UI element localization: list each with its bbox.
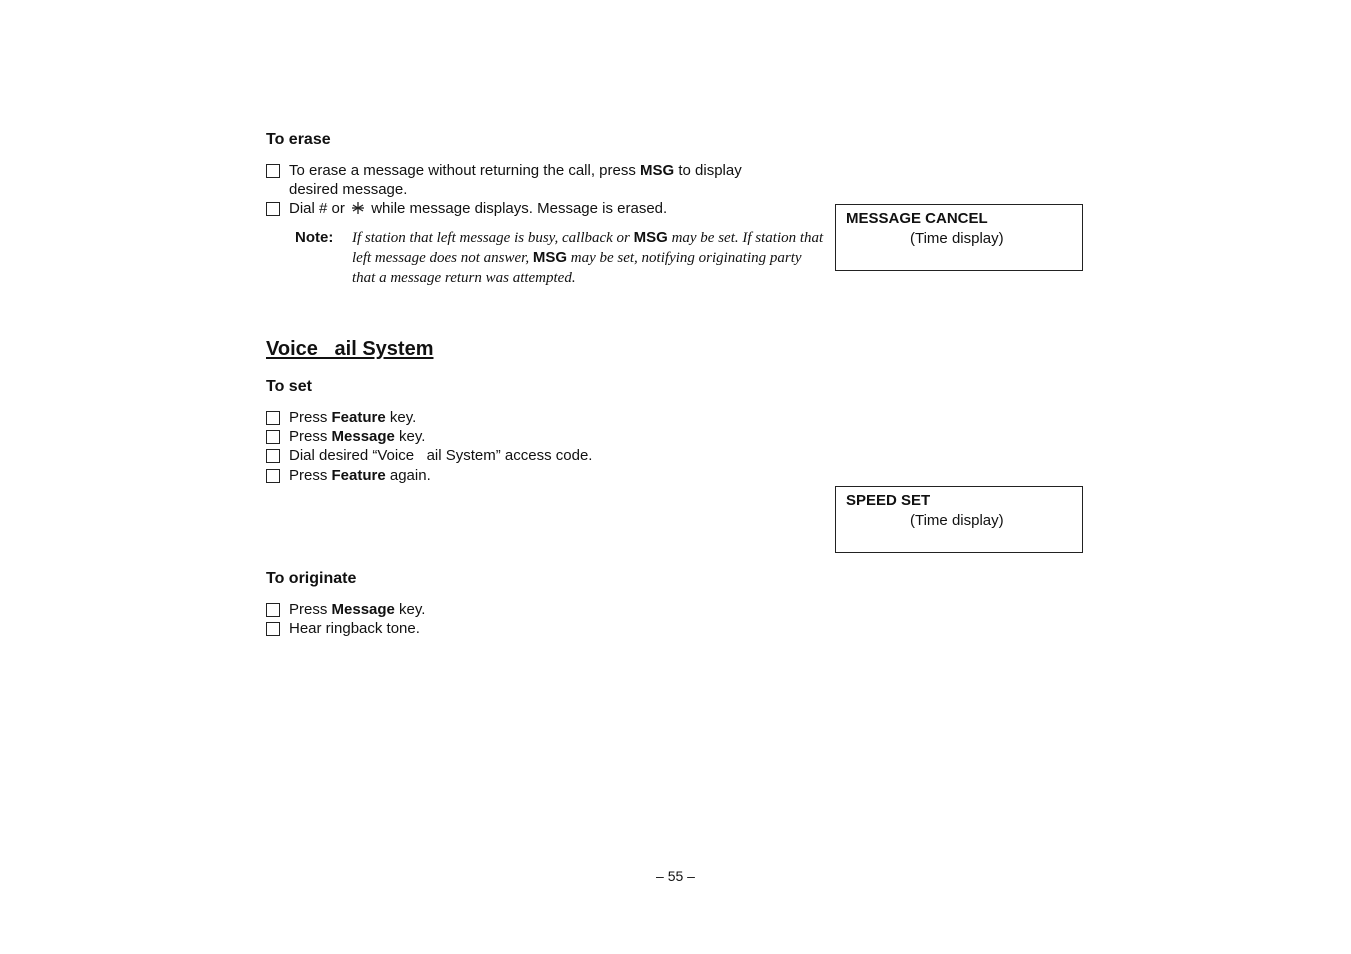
step-checkbox [266,469,280,483]
display-subtitle: (Time display) [910,230,1004,247]
set-step-1: Press Feature key. [266,408,416,427]
display-title: SPEED SET [846,492,931,509]
erase-step-1: To erase a message without returning the call, press MSG to display desired message. [266,161,789,199]
step-checkbox [266,164,280,178]
voice-mail-heading: Voice ail System [266,338,434,360]
message-cancel-display [835,204,1083,271]
step-checkbox [266,430,280,444]
set-step-2: Press Message key. [266,427,425,446]
note-text: If station that left message is busy, callback or MSG may be set. If station that left message does not answer, MSG may be set, notifying originating party that a message return was attempted. [352,229,824,286]
to-set-heading: To set [266,378,312,395]
originate-step-1: Press Message key. [266,600,425,619]
note-label: Note: [295,229,334,246]
page-number: – 55 – [656,868,695,884]
step-checkbox [266,411,280,425]
display-title: MESSAGE CANCEL [846,210,988,227]
erase-step-2: Dial # or while message displays. Message is erased. [266,199,667,218]
display-subtitle: (Time display) [910,512,1004,529]
step-checkbox [266,449,280,463]
set-step-4: Press Feature again. [266,466,431,485]
to-originate-heading: To originate [266,570,357,587]
originate-step-2: Hear ringback tone. [266,619,420,638]
set-step-3: Dial desired “Voice ail System” access code. [266,446,592,465]
step-checkbox [266,622,280,636]
step-checkbox [266,202,280,216]
to-erase-heading: To erase [266,131,331,148]
step-checkbox [266,603,280,617]
asterisk-icon [351,201,365,215]
speed-set-display [835,486,1083,553]
